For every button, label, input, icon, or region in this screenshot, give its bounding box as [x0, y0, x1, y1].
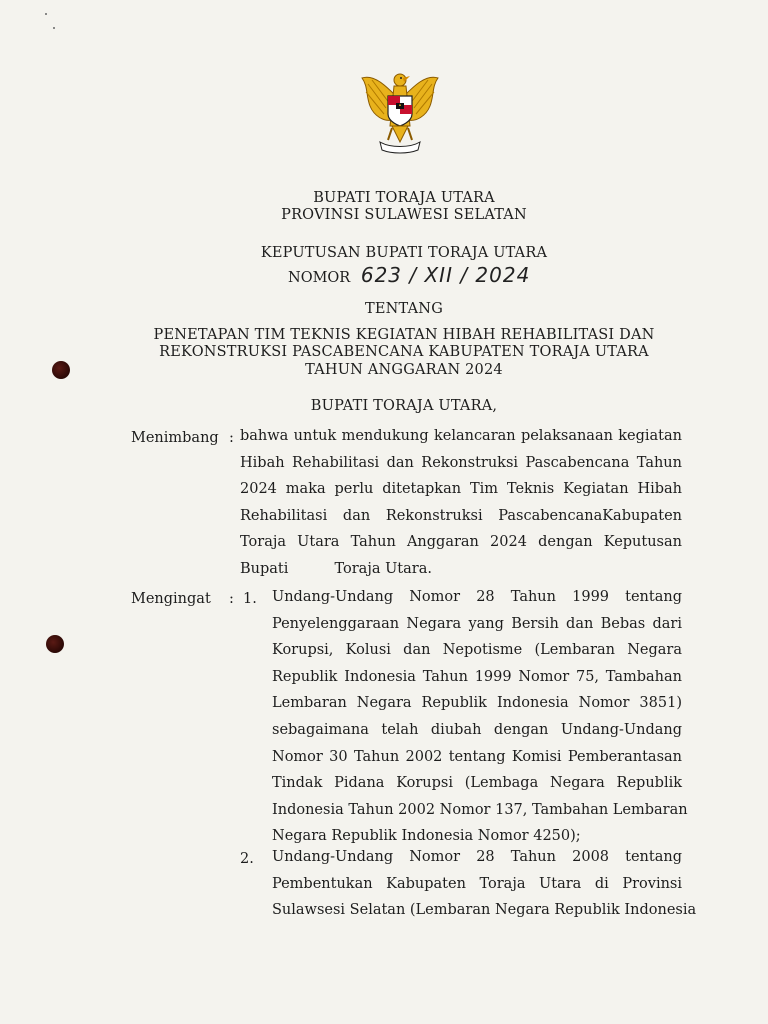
punch-hole-icon [46, 635, 64, 653]
header-line-bupati: BUPATI TORAJA UTARA [313, 190, 495, 206]
scan-speck [45, 13, 47, 15]
paragraph-line: Indonesia Tahun 2002 Nomor 137, Tambahan Lembaran [272, 801, 688, 818]
paragraph-line: Undang-Undang Nomor 28 Tahun 2008 tentang [272, 849, 682, 865]
nomor-label: NOMOR [288, 270, 351, 286]
decree-title: KEPUTUSAN BUPATI TORAJA UTARA [260, 245, 548, 261]
tentang-heading: TENTANG [365, 301, 443, 317]
paragraph-line: Nomor 30 Tahun 2002 tentang Komisi Pemberantasan [272, 748, 682, 765]
subject-line-1: PENETAPAN TIM TEKNIS KEGIATAN HIBAH REHABILITASI DAN [153, 327, 655, 343]
mengingat-colon: : [229, 591, 234, 607]
menimbang-label: Menimbang [131, 430, 219, 446]
nomor-handwritten-value: 623 / XII / 2024 [360, 263, 531, 287]
paragraph-line: Korupsi, Kolusi dan Nepotisme (Lembaran Negara [272, 642, 682, 659]
paragraph-line: Pembentukan Kabupaten Toraja Utara di Provinsi [272, 875, 682, 892]
issuer-heading: BUPATI TORAJA UTARA, [310, 398, 498, 414]
paragraph-line: Negara Republik Indonesia Nomor 4250); [272, 828, 581, 845]
paragraph-line: bahwa untuk mendukung kelancaran pelaksanaan kegiatan [240, 428, 682, 444]
mengingat-item-2 [272, 844, 697, 924]
paragraph-line: Rehabilitasi dan Rekonstruksi PascabencanaKabupaten [240, 507, 682, 524]
paragraph-line: Bupati Toraja Utara. [240, 560, 432, 577]
paragraph-line: Penyelenggaraan Negara yang Bersih dan Bebas dari [272, 615, 682, 632]
paragraph-line: Tindak Pidana Korupsi (Lembaga Negara Republik [272, 775, 682, 792]
mengingat-label: Mengingat [131, 591, 211, 607]
paragraph-line: 2024 maka perlu ditetapkan Tim Teknis Kegiatan Hibah [240, 481, 682, 498]
scan-speck [53, 27, 55, 29]
mengingat-item-1 [272, 584, 688, 850]
paragraph-line: Hibah Rehabilitasi dan Rekonstruksi Pascabencana Tahun [240, 454, 682, 471]
decree-number-line [288, 263, 530, 287]
menimbang-paragraph [240, 423, 682, 583]
menimbang-colon: : [229, 430, 234, 446]
paragraph-line: Lembaran Negara Republik Indonesia Nomor 3851) [272, 695, 682, 712]
paragraph-line: sebagaimana telah diubah dengan Undang-Undang [272, 721, 682, 738]
paragraph-line: Undang-Undang Nomor 28 Tahun 1999 tentang [272, 589, 682, 605]
garuda-pancasila-emblem [356, 66, 444, 156]
subject-line-2: REKONSTRUKSI PASCABENCANA KABUPATEN TORAJA UTARA [159, 344, 649, 360]
paragraph-line: Sulawsesi Selatan (Lembaran Negara Republik Indonesia [272, 902, 697, 919]
header-line-provinsi: PROVINSI SULAWESI SELATAN [281, 207, 527, 223]
subject-line-3: TAHUN ANGGARAN 2024 [305, 362, 503, 378]
paragraph-line: Toraja Utara Tahun Anggaran 2024 dengan Keputusan [240, 534, 682, 551]
list-item-number: 1. [243, 591, 257, 607]
paragraph-line: Republik Indonesia Tahun 1999 Nomor 75, Tambahan [272, 668, 682, 685]
list-item-number: 2. [240, 851, 254, 867]
